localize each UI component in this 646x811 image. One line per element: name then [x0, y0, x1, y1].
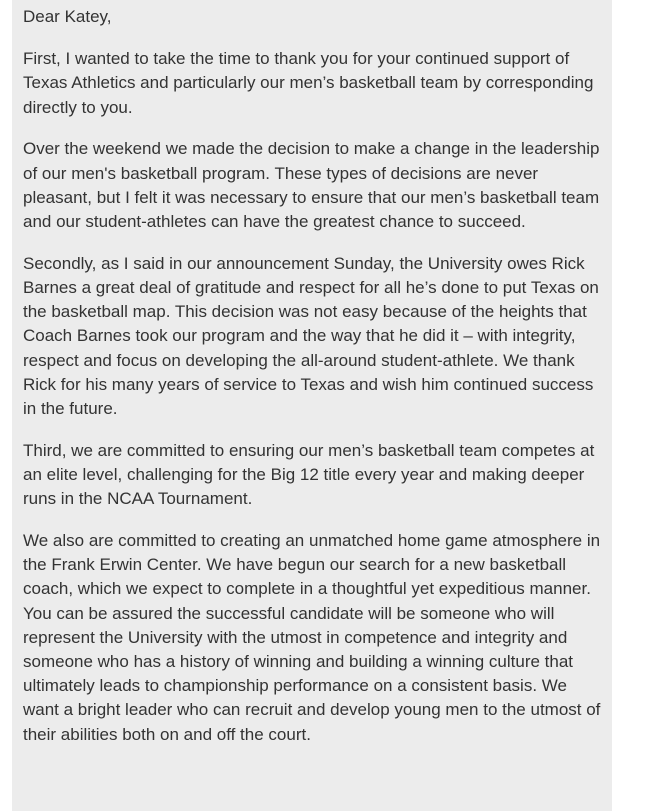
letter-paragraph-commitment: Third, we are committed to ensuring our men’s basketball team competes at an elite level, challenging for the Big 12 title every year and making deeper runs in the NCAA Tournament. [23, 440, 595, 509]
letter-paragraph-rick-barnes: Secondly, as I said in our announcement Sunday, the University owes Rick Barnes a great deal of gratitude and respect for all he’s done to put Texas on the basketball map. This decision was not easy because of the heights that Coach Barnes took our program and the way that he did it – with integrity, respect and focus on developing the all-around student-athlete. We thank Rick for his many years of service to Texas and wish him continued success in the future. [23, 253, 599, 419]
letter-greeting: Dear Katey, [23, 7, 112, 26]
letter-body [12, 0, 612, 811]
letter-paragraph-leadership-change: Over the weekend we made the decision to make a change in the leadership of our men's basketball program. These types of decisions are never pleasant, but I felt it was necessary to ensure that our men’s basketball team and our student-athletes can have the greatest chance to succeed. [23, 139, 600, 232]
letter-paragraph-coach-search: We also are committed to creating an unmatched home game atmosphere in the Frank Erwin Center. We have begun our search for a new basketball coach, which we expect to complete in a thoughtful yet expeditious manner. You can be assured the successful candidate will be someone who will represent the University with the utmost in competence and integrity and someone who has a history of winning and building a winning culture that ultimately leads to championship performance on a consistent basis. We want a bright leader who can recruit and develop young men to the utmost of their abilities both on and off the court. [23, 531, 601, 744]
letter-paragraph-thanks: First, I wanted to take the time to thank you for your continued support of Texas Athletics and particularly our men’s basketball team by corresponding directly to you. [23, 49, 594, 117]
